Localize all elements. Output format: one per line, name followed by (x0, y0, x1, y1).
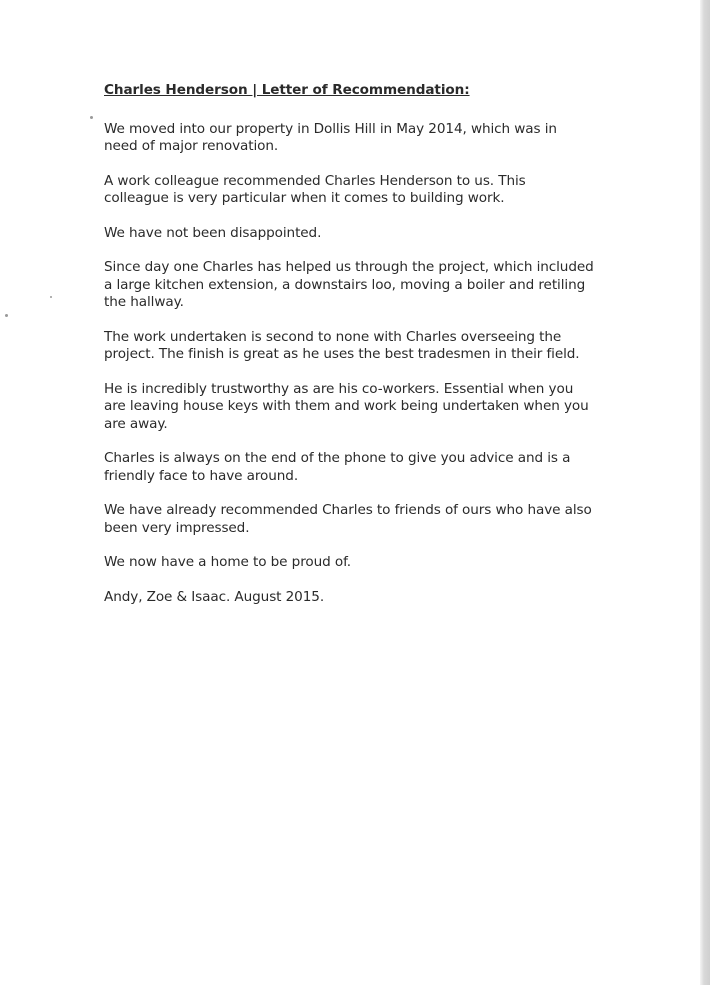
letter-paragraph: We have not been disappointed. (104, 224, 322, 241)
scan-speck (5, 314, 8, 317)
letter-title: Charles Henderson | Letter of Recommendation: (104, 82, 470, 98)
letter-signature: Andy, Zoe & Isaac. August 2015. (104, 588, 325, 605)
letter-paragraph: We moved into our property in Dollis Hill in May 2014, which was in need of major renovation. (104, 120, 557, 154)
scan-speck (90, 116, 93, 119)
letter-paragraph: We now have a home to be proud of. (104, 554, 352, 570)
scan-edge (700, 0, 710, 985)
letter-paragraph: We have already recommended Charles to friends of ours who have also been very impressed. (104, 502, 592, 536)
letter-paragraph: Charles is always on the end of the phone to give you advice and is a friendly face to have around. (104, 450, 571, 484)
letter-body (104, 82, 594, 606)
letter-paragraph: The work undertaken is second to none with Charles overseeing the project. The finish is great as he uses the best tradesmen in their field. (104, 328, 580, 362)
letter-paragraph: A work colleague recommended Charles Henderson to us. This colleague is very particular when it comes to building work. (104, 172, 526, 206)
letter-paragraph: Since day one Charles has helped us through the project, which included a large kitchen extension, a downstairs loo, moving a boiler and retiling the hallway. (104, 259, 594, 310)
scan-speck (50, 296, 52, 298)
letter-paragraph: He is incredibly trustworthy as are his co-workers. Essential when you are leaving house keys with them and work being undertaken when you are away. (104, 380, 589, 432)
